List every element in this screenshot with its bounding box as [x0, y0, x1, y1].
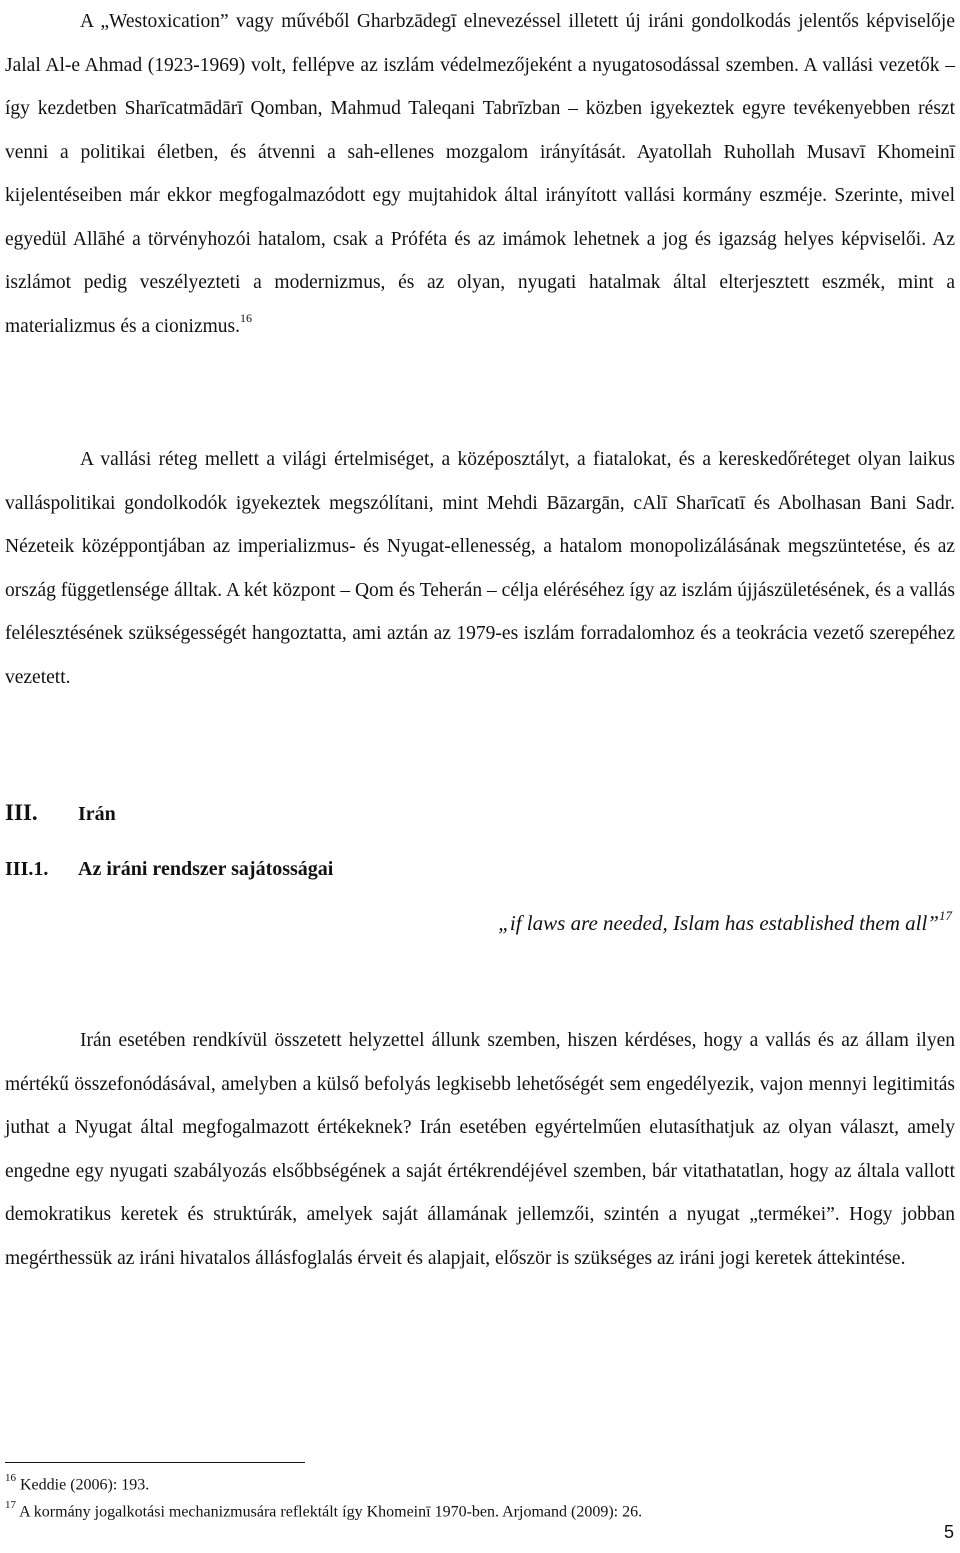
subsection-heading [5, 858, 333, 881]
page-number: 5 [943, 1522, 954, 1542]
footnote-17 [5, 1497, 642, 1522]
footnote-text: A kormány jogalkotási mechanizmusára reflektált így Khomeinī 1970-ben. Arjomand (2009): 26. [19, 1503, 643, 1521]
section-heading [5, 800, 116, 826]
footnote-16 [5, 1470, 149, 1495]
section-number: III. [5, 800, 38, 825]
paragraph-3 [5, 1019, 955, 1280]
section-title: Irán [78, 803, 116, 825]
epigraph-text: „if laws are needed, Islam has established them all” [498, 911, 939, 935]
paragraph-1-text: A „Westoxication” vagy művéből Gharbzādegī elnevezéssel illetett új iráni gondolkodás jelentős képviselője Jalal Al-e Ahmad (1923-1969) volt, fellépve az iszlám védelmezőjeként a nyugatosodással szemben. A vallási vezetők – így kezdetben Sharīcatmādārī Qomban, Mahmud Taleqani Tabrīzban – közben igyekeztek egyre tevékenyebben részt venni a politikai életben, és átvenni a sah-ellenes mozgalom irányítását. Ayatollah Ruhollah Musavī Khomeinī kijelentéseiben már ekkor megfogalmazódott egy mujtahidok által irányított vallási kormány eszméje. Szerinte, mivel egyedül Allāhé a törvényhozói hatalom, csak a Próféta és az imámok lehetnek a jog és igazság helyes képviselői. Az iszlámot pedig veszélyezteti a modernizmus, és az olyan, nyugati hatalmak által elterjesztett eszmék, mint a materializmus és a cionizmus. [5, 11, 955, 337]
footnote-number: 16 [5, 1472, 16, 1484]
footnote-text: Keddie (2006): 193. [20, 1476, 150, 1494]
subsection-title: Az iráni rendszer sajátosságai [78, 858, 334, 880]
footnote-divider [5, 1462, 305, 1463]
footnote-number: 17 [5, 1499, 16, 1511]
footnote-ref-17[interactable]: 17 [939, 908, 952, 923]
epigraph [498, 910, 952, 936]
paragraph-3-text: Irán esetében rendkívül összetett helyzettel állunk szemben, hiszen kérdéses, hogy a vallás és az állam ilyen mértékű összefonódásával, amelyben a külső befolyás legkisebb lehetőségét sem engedélyezik, vajon mennyi legitimitás juthat a Nyugat által megfogalmazott értékeknek? Irán esetében egyértelműen elutasíthatjuk az olyan választ, amely engedne egy nyugati szabályozás elsőbbségének a saját értékrendéjével szemben, bár vitathatatlan, hogy az általa vallott demokratikus keretek és struktúrák, amelyek saját államának jellemzői, szintén a nyugat „termékei”. Hogy jobban megérthessük az iráni hivatalos állásfoglalás érveit és alapjait, először is szükséges az iráni jogi keretek áttekintése. [5, 1030, 955, 1269]
paragraph-1 [5, 0, 955, 348]
footnote-ref-16[interactable]: 16 [240, 311, 253, 325]
paragraph-2-text: A vallási réteg mellett a világi értelmiséget, a középosztályt, a fiatalokat, és a kereskedőréteget olyan laikus valláspolitikai gondolkodók igyekeztek megszólítani, mint Mehdi Bāzargān, cAlī Sharīcatī és Abolhasan Bani Sadr. Nézeteik középpontjában az imperializmus- és Nyugat-ellenesség, a hatalom monopolizálásának megszüntetése, és az ország függetlensége álltak. A két központ – Qom és Teherán – célja eléréséhez így az iszlám újjászületésének, és a vallás felélesztésének szükségességét hangoztatta, ami aztán az 1979-es iszlám forradalomhoz és a teokrácia vezető szerepéhez vezetett. [5, 449, 955, 688]
subsection-number: III.1. [5, 858, 49, 880]
paragraph-2 [5, 438, 955, 699]
